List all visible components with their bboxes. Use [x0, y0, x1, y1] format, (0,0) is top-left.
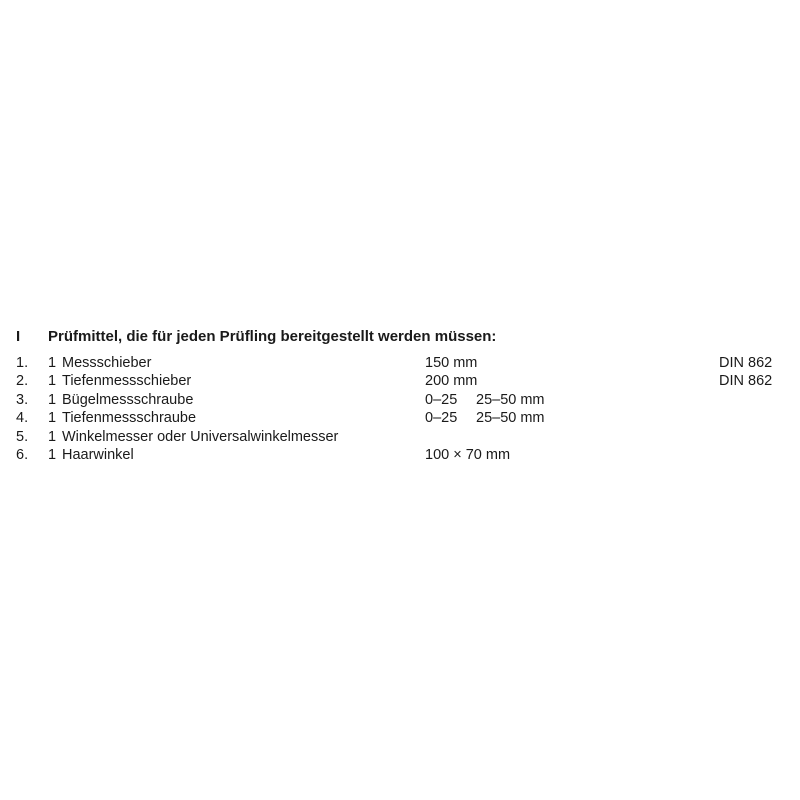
item-name: Messschieber [62, 355, 152, 371]
item-standard: DIN 862 [719, 373, 773, 390]
item-spec-secondary: 25–50 mm [476, 410, 545, 427]
item-name: Bügelmessschraube [62, 391, 194, 408]
item-standard: DIN 862 [719, 355, 773, 371]
item-name: Tiefenmessschraube [62, 410, 197, 427]
item-number: 4. [16, 410, 29, 427]
list-item [0, 428, 800, 446]
section-number: I [16, 328, 21, 345]
item-spec: 0–25 [425, 410, 458, 427]
item-number: 5. [16, 428, 29, 445]
item-name: Winkelmesser oder Universalwinkelmesser [62, 428, 339, 445]
item-name: Haarwinkel [62, 446, 134, 463]
item-number: 6. [16, 446, 29, 463]
list-item [0, 372, 800, 390]
item-spec: 100 × 70 mm [425, 446, 511, 463]
item-quantity: 1 [48, 410, 57, 427]
list-item [0, 391, 800, 409]
section-title: Prüfmittel, die für jeden Prüfling bereitgestellt werden müssen: [48, 328, 497, 345]
item-spec: 150 mm [425, 355, 478, 371]
item-quantity: 1 [48, 373, 57, 390]
list-item [0, 409, 800, 427]
item-number: 1. [16, 355, 29, 371]
item-number: 2. [16, 373, 29, 390]
item-number: 3. [16, 391, 29, 408]
inspection-tools-section [0, 326, 800, 463]
list-item [0, 354, 800, 372]
item-quantity: 1 [48, 355, 57, 371]
item-name: Tiefenmessschieber [62, 373, 192, 390]
item-spec: 0–25 [425, 391, 458, 408]
item-quantity: 1 [48, 446, 57, 463]
item-quantity: 1 [48, 391, 57, 408]
tool-list [0, 354, 800, 464]
item-quantity: 1 [48, 428, 57, 445]
section-heading [0, 326, 800, 348]
item-spec: 200 mm [425, 373, 478, 390]
list-item [0, 446, 800, 464]
item-spec-secondary: 25–50 mm [476, 391, 545, 408]
